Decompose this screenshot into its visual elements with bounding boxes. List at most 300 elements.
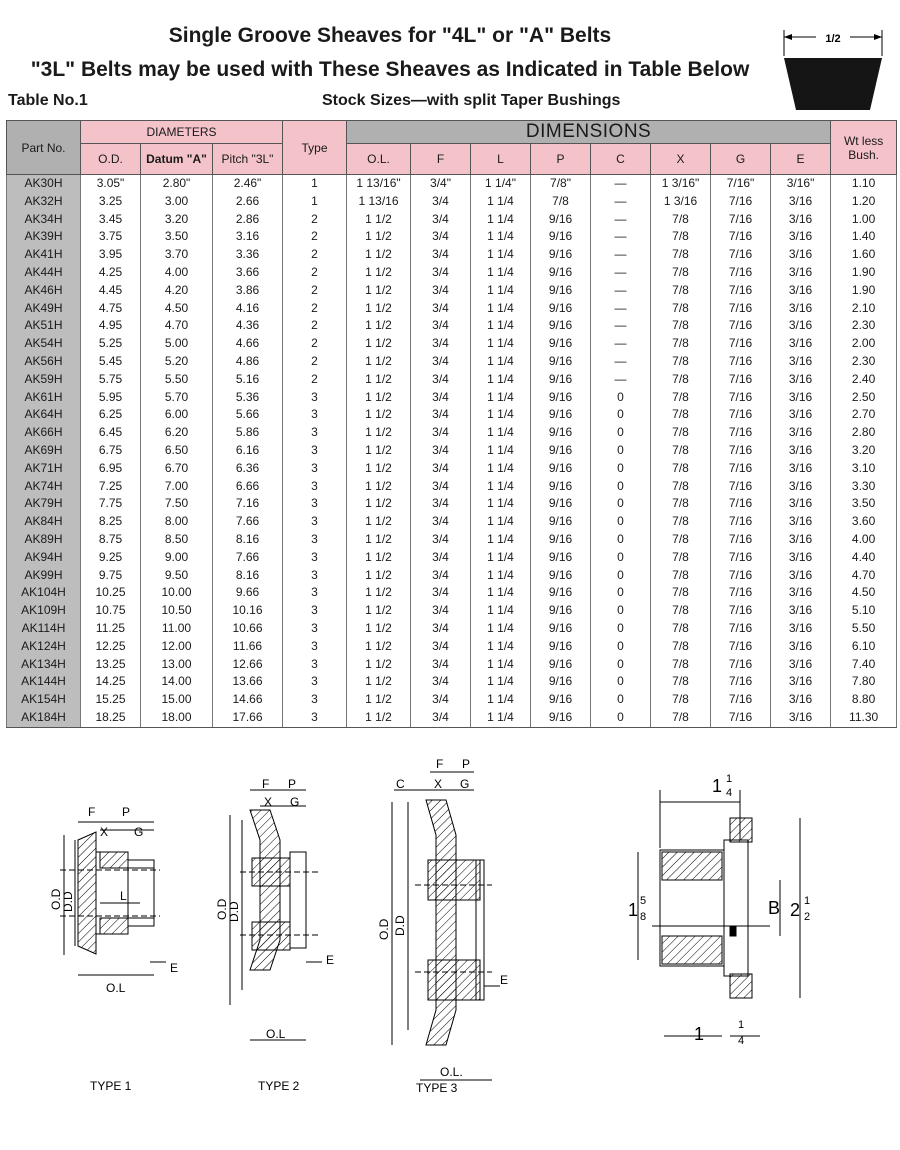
cell-g: 7/16 xyxy=(711,478,771,496)
belt-section-icon xyxy=(780,26,890,114)
cell-pitch: 5.36 xyxy=(213,389,283,407)
cell-l: 1 1/4 xyxy=(471,335,531,353)
cell-type: 3 xyxy=(283,513,347,531)
header-f: F xyxy=(411,144,471,175)
cell-part-no: AK51H xyxy=(7,317,81,335)
cell-x: 7/8 xyxy=(651,531,711,549)
cell-datum: 9.50 xyxy=(141,567,213,585)
cell-e: 3/16 xyxy=(771,317,831,335)
cell-weight: 2.70 xyxy=(831,406,897,424)
cell-e: 3/16 xyxy=(771,335,831,353)
table-row xyxy=(7,424,897,442)
cell-od: 6.45 xyxy=(81,424,141,442)
cell-weight: 2.40 xyxy=(831,371,897,389)
cell-datum: 6.70 xyxy=(141,460,213,478)
cell-pitch: 5.66 xyxy=(213,406,283,424)
cell-c: — xyxy=(591,211,651,229)
cell-g: 7/16 xyxy=(711,211,771,229)
cell-f: 3/4 xyxy=(411,300,471,318)
cell-part-no: AK41H xyxy=(7,246,81,264)
cell-weight: 3.50 xyxy=(831,495,897,513)
type1-e-label: E xyxy=(170,961,179,975)
cell-od: 6.75 xyxy=(81,442,141,460)
table-row xyxy=(7,264,897,282)
bushing-left-dim xyxy=(628,895,646,923)
cell-x: 7/8 xyxy=(651,246,711,264)
cell-weight: 4.00 xyxy=(831,531,897,549)
cell-ol: 1 1/2 xyxy=(347,282,411,300)
cell-datum: 5.50 xyxy=(141,371,213,389)
cell-l: 1 1/4 xyxy=(471,691,531,709)
type1-l-label: L xyxy=(120,889,127,903)
cell-l: 1 1/4 xyxy=(471,620,531,638)
cell-g: 7/16 xyxy=(711,353,771,371)
cell-datum: 8.00 xyxy=(141,513,213,531)
cell-weight: 3.30 xyxy=(831,478,897,496)
table-row xyxy=(7,656,897,674)
type3-p-label: P xyxy=(462,757,471,771)
cell-l: 1 1/4 xyxy=(471,406,531,424)
cell-part-no: AK56H xyxy=(7,353,81,371)
cell-part-no: AK54H xyxy=(7,335,81,353)
cell-c: — xyxy=(591,300,651,318)
table-row xyxy=(7,638,897,656)
cell-p: 9/16 xyxy=(531,567,591,585)
header-c: C xyxy=(591,144,651,175)
cell-e: 3/16" xyxy=(771,175,831,193)
cell-pitch: 2.86 xyxy=(213,211,283,229)
cell-l: 1 1/4 xyxy=(471,460,531,478)
cell-c: — xyxy=(591,335,651,353)
cell-type: 2 xyxy=(283,317,347,335)
cell-g: 7/16 xyxy=(711,495,771,513)
table-row xyxy=(7,495,897,513)
cell-ol: 1 1/2 xyxy=(347,495,411,513)
cell-g: 7/16 xyxy=(711,673,771,691)
table-row xyxy=(7,371,897,389)
cell-p: 9/16 xyxy=(531,691,591,709)
cell-ol: 1 1/2 xyxy=(347,656,411,674)
table-row xyxy=(7,175,897,193)
cell-weight: 1.40 xyxy=(831,228,897,246)
table-row xyxy=(7,567,897,585)
cell-datum: 2.80" xyxy=(141,175,213,193)
cell-x: 7/8 xyxy=(651,282,711,300)
type1-dd-label: D.D xyxy=(61,891,75,912)
cell-weight: 1.00 xyxy=(831,211,897,229)
cell-ol: 1 1/2 xyxy=(347,584,411,602)
cell-type: 1 xyxy=(283,175,347,193)
cell-ol: 1 1/2 xyxy=(347,513,411,531)
cell-ol: 1 1/2 xyxy=(347,371,411,389)
cell-weight: 3.10 xyxy=(831,460,897,478)
svg-text:4: 4 xyxy=(726,787,733,799)
type2-drawing xyxy=(230,790,322,1040)
cell-pitch: 3.66 xyxy=(213,264,283,282)
cell-part-no: AK71H xyxy=(7,460,81,478)
cell-weight: 8.80 xyxy=(831,691,897,709)
cell-ol: 1 1/2 xyxy=(347,442,411,460)
type3-caption: TYPE 3 xyxy=(416,1081,458,1095)
cell-c: 0 xyxy=(591,656,651,674)
cell-ol: 1 1/2 xyxy=(347,673,411,691)
cell-weight: 2.30 xyxy=(831,317,897,335)
type3-e-label: E xyxy=(500,973,509,987)
cell-datum: 13.00 xyxy=(141,656,213,674)
svg-text:1: 1 xyxy=(726,773,733,785)
cell-datum: 14.00 xyxy=(141,673,213,691)
cell-e: 3/16 xyxy=(771,673,831,691)
cell-ol: 1 1/2 xyxy=(347,691,411,709)
cell-c: 0 xyxy=(591,406,651,424)
cell-od: 3.75 xyxy=(81,228,141,246)
cell-x: 7/8 xyxy=(651,389,711,407)
cell-f: 3/4 xyxy=(411,673,471,691)
cell-e: 3/16 xyxy=(771,460,831,478)
cell-datum: 18.00 xyxy=(141,709,213,727)
type1-f-label: F xyxy=(88,805,96,819)
table-row xyxy=(7,300,897,318)
svg-text:2: 2 xyxy=(790,900,801,920)
cell-ol: 1 1/2 xyxy=(347,264,411,282)
cell-od: 8.75 xyxy=(81,531,141,549)
table-row xyxy=(7,478,897,496)
cell-datum: 3.50 xyxy=(141,228,213,246)
cell-pitch: 8.16 xyxy=(213,531,283,549)
cell-type: 3 xyxy=(283,709,347,727)
cell-ol: 1 1/2 xyxy=(347,638,411,656)
cell-x: 7/8 xyxy=(651,460,711,478)
sheave-spec-table xyxy=(6,120,897,728)
cell-l: 1 1/4 xyxy=(471,282,531,300)
cell-pitch: 10.16 xyxy=(213,602,283,620)
cell-c: 0 xyxy=(591,691,651,709)
header-diameters: DIAMETERS xyxy=(81,121,283,144)
type3-f-label: F xyxy=(436,757,444,771)
cell-x: 1 3/16 xyxy=(651,193,711,211)
cell-ol: 1 1/2 xyxy=(347,353,411,371)
type3-x-label: X xyxy=(434,777,443,791)
header-part-no: Part No. xyxy=(7,121,81,175)
cell-g: 7/16 xyxy=(711,317,771,335)
cell-ol: 1 1/2 xyxy=(347,531,411,549)
cell-p: 9/16 xyxy=(531,353,591,371)
cell-p: 9/16 xyxy=(531,424,591,442)
cell-datum: 12.00 xyxy=(141,638,213,656)
cell-f: 3/4 xyxy=(411,406,471,424)
cell-e: 3/16 xyxy=(771,531,831,549)
svg-text:5: 5 xyxy=(640,895,647,907)
cell-pitch: 4.86 xyxy=(213,353,283,371)
cell-datum: 7.50 xyxy=(141,495,213,513)
cell-datum: 3.00 xyxy=(141,193,213,211)
cell-e: 3/16 xyxy=(771,211,831,229)
cell-datum: 10.00 xyxy=(141,584,213,602)
cell-p: 9/16 xyxy=(531,549,591,567)
cell-c: — xyxy=(591,193,651,211)
cell-od: 11.25 xyxy=(81,620,141,638)
cell-c: 0 xyxy=(591,478,651,496)
cell-x: 7/8 xyxy=(651,673,711,691)
cell-f: 3/4 xyxy=(411,620,471,638)
cell-e: 3/16 xyxy=(771,620,831,638)
cell-l: 1 1/4 xyxy=(471,246,531,264)
title-line-2: "3L" Belts may be used with These Sheaves as Indicated in Table Below xyxy=(30,58,750,81)
cell-datum: 4.50 xyxy=(141,300,213,318)
cell-l: 1 1/4 xyxy=(471,228,531,246)
cell-x: 7/8 xyxy=(651,442,711,460)
header-datum: Datum "A" xyxy=(141,144,213,175)
cell-part-no: AK104H xyxy=(7,584,81,602)
cell-p: 9/16 xyxy=(531,264,591,282)
cell-part-no: AK30H xyxy=(7,175,81,193)
type1-ol-label: O.L xyxy=(106,981,126,995)
belt-width-label: 1/2 xyxy=(825,33,841,45)
cell-datum: 3.20 xyxy=(141,211,213,229)
svg-text:2: 2 xyxy=(804,911,811,923)
cell-od: 7.75 xyxy=(81,495,141,513)
table-row xyxy=(7,442,897,460)
cell-part-no: AK134H xyxy=(7,656,81,674)
cell-type: 3 xyxy=(283,442,347,460)
cell-x: 7/8 xyxy=(651,638,711,656)
cell-x: 7/8 xyxy=(651,353,711,371)
header-l: L xyxy=(471,144,531,175)
table-row xyxy=(7,549,897,567)
cell-ol: 1 1/2 xyxy=(347,602,411,620)
type3-g-label: G xyxy=(460,777,470,791)
cell-datum: 10.50 xyxy=(141,602,213,620)
type2-x-label: X xyxy=(264,795,273,809)
table-row xyxy=(7,460,897,478)
cell-type: 2 xyxy=(283,264,347,282)
title-line-1: Single Groove Sheaves for "4L" or "A" Belts xyxy=(168,24,612,47)
cell-weight: 1.90 xyxy=(831,264,897,282)
cell-p: 9/16 xyxy=(531,460,591,478)
cell-l: 1 1/4 xyxy=(471,638,531,656)
cell-p: 9/16 xyxy=(531,211,591,229)
cell-e: 3/16 xyxy=(771,193,831,211)
svg-text:8: 8 xyxy=(640,911,647,923)
cell-type: 3 xyxy=(283,389,347,407)
cell-l: 1 1/4 xyxy=(471,602,531,620)
cell-pitch: 6.16 xyxy=(213,442,283,460)
cell-x: 7/8 xyxy=(651,495,711,513)
cell-p: 9/16 xyxy=(531,673,591,691)
cell-x: 7/8 xyxy=(651,228,711,246)
cell-part-no: AK46H xyxy=(7,282,81,300)
cell-od: 10.75 xyxy=(81,602,141,620)
svg-text:1: 1 xyxy=(694,1024,705,1044)
cell-type: 3 xyxy=(283,584,347,602)
cell-g: 7/16 xyxy=(711,531,771,549)
cell-type: 3 xyxy=(283,478,347,496)
cell-pitch: 14.66 xyxy=(213,691,283,709)
cell-type: 3 xyxy=(283,531,347,549)
cell-f: 3/4 xyxy=(411,691,471,709)
cell-p: 9/16 xyxy=(531,246,591,264)
cell-datum: 8.50 xyxy=(141,531,213,549)
cell-f: 3/4 xyxy=(411,246,471,264)
cell-e: 3/16 xyxy=(771,691,831,709)
cell-part-no: AK64H xyxy=(7,406,81,424)
cell-part-no: AK124H xyxy=(7,638,81,656)
cell-g: 7/16 xyxy=(711,371,771,389)
cell-g: 7/16 xyxy=(711,228,771,246)
cell-pitch: 13.66 xyxy=(213,673,283,691)
table-row xyxy=(7,584,897,602)
type2-caption: TYPE 2 xyxy=(258,1079,300,1093)
cell-od: 4.25 xyxy=(81,264,141,282)
cell-c: 0 xyxy=(591,549,651,567)
cell-datum: 6.20 xyxy=(141,424,213,442)
cell-f: 3/4 xyxy=(411,602,471,620)
cell-c: 0 xyxy=(591,531,651,549)
cell-od: 5.45 xyxy=(81,353,141,371)
cell-ol: 1 1/2 xyxy=(347,246,411,264)
cell-l: 1 1/4 xyxy=(471,549,531,567)
cell-pitch: 7.66 xyxy=(213,513,283,531)
cell-g: 7/16 xyxy=(711,567,771,585)
cell-x: 7/8 xyxy=(651,549,711,567)
cell-g: 7/16 xyxy=(711,709,771,727)
cell-c: 0 xyxy=(591,709,651,727)
cell-e: 3/16 xyxy=(771,602,831,620)
cell-ol: 1 1/2 xyxy=(347,549,411,567)
cell-type: 2 xyxy=(283,353,347,371)
cell-od: 4.45 xyxy=(81,282,141,300)
cell-ol: 1 1/2 xyxy=(347,424,411,442)
cell-part-no: AK144H xyxy=(7,673,81,691)
cell-c: 0 xyxy=(591,620,651,638)
cell-f: 3/4 xyxy=(411,638,471,656)
cell-p: 9/16 xyxy=(531,371,591,389)
cell-weight: 1.60 xyxy=(831,246,897,264)
cell-f: 3/4 xyxy=(411,709,471,727)
cell-g: 7/16 xyxy=(711,620,771,638)
cell-type: 3 xyxy=(283,656,347,674)
header-dimensions: DIMENSIONS xyxy=(347,121,831,144)
cell-part-no: AK69H xyxy=(7,442,81,460)
cell-c: — xyxy=(591,317,651,335)
cell-pitch: 5.16 xyxy=(213,371,283,389)
cell-l: 1 1/4 xyxy=(471,389,531,407)
cell-x: 7/8 xyxy=(651,691,711,709)
cell-type: 3 xyxy=(283,602,347,620)
cell-g: 7/16 xyxy=(711,300,771,318)
cell-c: 0 xyxy=(591,389,651,407)
cell-datum: 11.00 xyxy=(141,620,213,638)
cell-c: 0 xyxy=(591,673,651,691)
cell-part-no: AK89H xyxy=(7,531,81,549)
cell-c: 0 xyxy=(591,602,651,620)
cell-e: 3/16 xyxy=(771,495,831,513)
cell-datum: 15.00 xyxy=(141,691,213,709)
cell-datum: 6.00 xyxy=(141,406,213,424)
table-row xyxy=(7,211,897,229)
cell-c: — xyxy=(591,175,651,193)
cell-part-no: AK94H xyxy=(7,549,81,567)
cell-e: 3/16 xyxy=(771,478,831,496)
cell-ol: 1 13/16 xyxy=(347,193,411,211)
cell-weight: 5.50 xyxy=(831,620,897,638)
cell-f: 3/4 xyxy=(411,424,471,442)
svg-text:4: 4 xyxy=(738,1035,745,1047)
cell-p: 9/16 xyxy=(531,442,591,460)
cell-p: 9/16 xyxy=(531,335,591,353)
cell-type: 1 xyxy=(283,193,347,211)
cell-e: 3/16 xyxy=(771,353,831,371)
cell-type: 3 xyxy=(283,424,347,442)
cell-ol: 1 1/2 xyxy=(347,335,411,353)
header-weight: Wt less Bush. xyxy=(831,121,897,175)
cell-weight: 2.00 xyxy=(831,335,897,353)
cell-part-no: AK44H xyxy=(7,264,81,282)
cell-od: 14.25 xyxy=(81,673,141,691)
type1-od-label: O.D xyxy=(49,888,63,910)
cell-datum: 4.20 xyxy=(141,282,213,300)
cell-x: 7/8 xyxy=(651,406,711,424)
cell-f: 3/4 xyxy=(411,228,471,246)
cell-pitch: 7.16 xyxy=(213,495,283,513)
cell-l: 1 1/4 xyxy=(471,424,531,442)
cell-pitch: 3.36 xyxy=(213,246,283,264)
cell-f: 3/4 xyxy=(411,567,471,585)
type2-dd-label: D.D xyxy=(227,901,241,922)
type2-ol-label: O.L xyxy=(266,1027,286,1041)
cell-f: 3/4 xyxy=(411,389,471,407)
cell-weight: 3.60 xyxy=(831,513,897,531)
cell-weight: 2.10 xyxy=(831,300,897,318)
cell-part-no: AK32H xyxy=(7,193,81,211)
type1-p-label: P xyxy=(122,805,131,819)
cell-type: 2 xyxy=(283,282,347,300)
header-ol: O.L. xyxy=(347,144,411,175)
header-g: G xyxy=(711,144,771,175)
cell-pitch: 2.46" xyxy=(213,175,283,193)
cell-p: 9/16 xyxy=(531,228,591,246)
cell-g: 7/16 xyxy=(711,424,771,442)
cell-l: 1 1/4 xyxy=(471,300,531,318)
cell-e: 3/16 xyxy=(771,442,831,460)
type3-c-label: C xyxy=(396,777,405,791)
cell-l: 1 1/4 xyxy=(471,353,531,371)
cell-part-no: AK74H xyxy=(7,478,81,496)
cell-g: 7/16 xyxy=(711,389,771,407)
cell-e: 3/16 xyxy=(771,264,831,282)
cell-l: 1 1/4 xyxy=(471,442,531,460)
cell-p: 9/16 xyxy=(531,317,591,335)
bushing-b-label: B xyxy=(768,898,781,918)
cell-od: 9.75 xyxy=(81,567,141,585)
cell-e: 3/16 xyxy=(771,549,831,567)
cell-pitch: 7.66 xyxy=(213,549,283,567)
cell-x: 7/8 xyxy=(651,709,711,727)
cell-p: 9/16 xyxy=(531,656,591,674)
cell-od: 7.25 xyxy=(81,478,141,496)
cell-datum: 4.70 xyxy=(141,317,213,335)
type1-caption: TYPE 1 xyxy=(90,1079,132,1093)
cell-g: 7/16 xyxy=(711,246,771,264)
table-row xyxy=(7,228,897,246)
cell-f: 3/4 xyxy=(411,495,471,513)
cell-part-no: AK39H xyxy=(7,228,81,246)
cell-part-no: AK114H xyxy=(7,620,81,638)
cell-e: 3/16 xyxy=(771,389,831,407)
table-row xyxy=(7,513,897,531)
cell-l: 1 1/4 xyxy=(471,371,531,389)
type2-p-label: P xyxy=(288,777,297,791)
